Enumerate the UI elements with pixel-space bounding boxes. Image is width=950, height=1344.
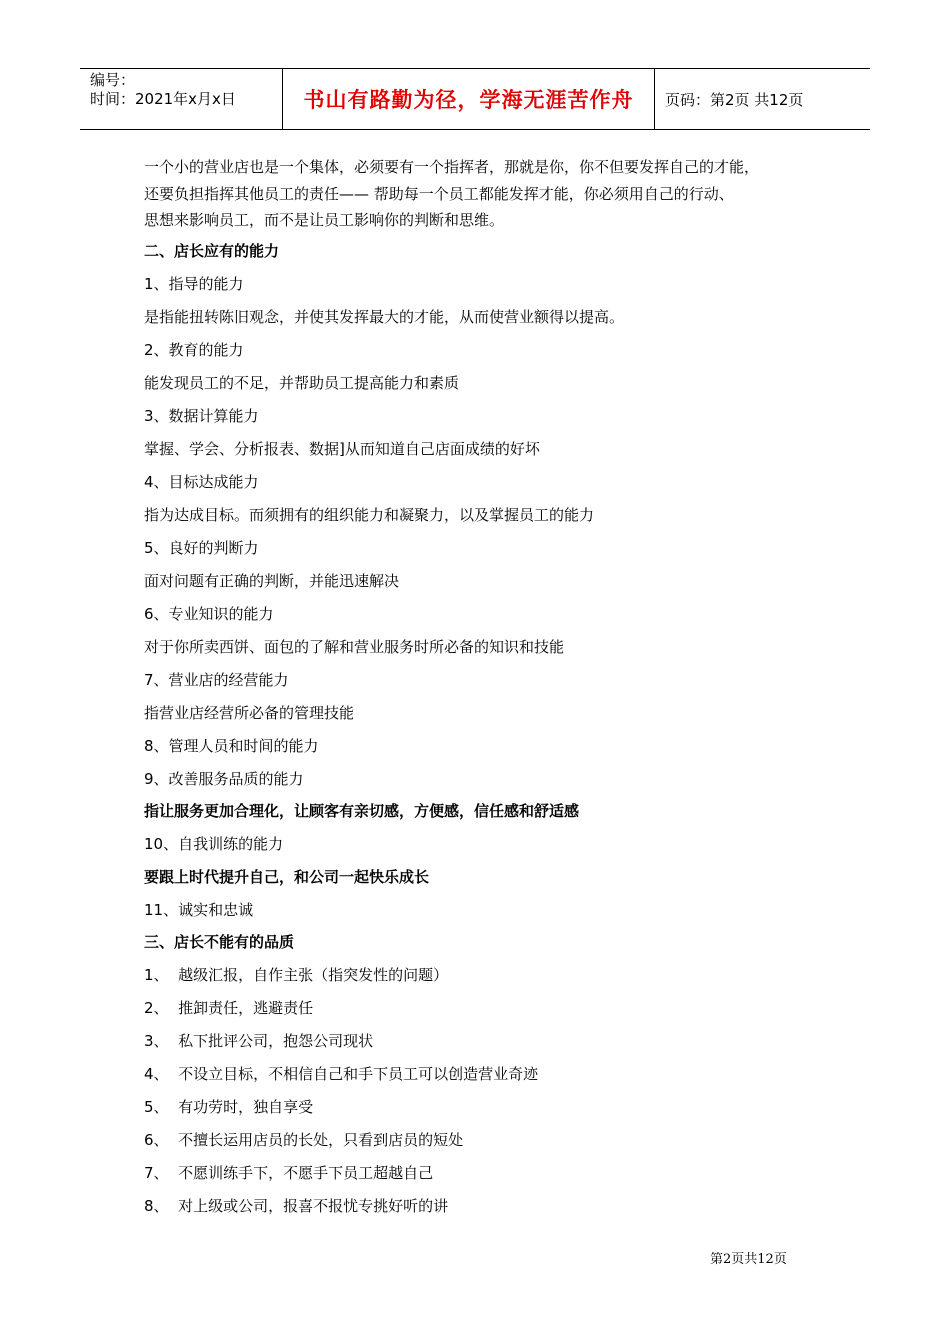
intro-line: 思想来影响员工，而不是让员工影响你的判断和思维。 bbox=[144, 211, 505, 229]
ability-line: 8、管理人员和时间的能力 bbox=[144, 737, 319, 755]
bad-quality-line: 2、 推卸责任，逃避责任 bbox=[144, 999, 314, 1017]
ability-line: 11、诚实和忠诚 bbox=[144, 901, 254, 919]
ability-line: 7、营业店的经营能力 bbox=[144, 671, 289, 689]
header-left-cell bbox=[80, 69, 282, 129]
ability-line: 要跟上时代提升自己，和公司一起快乐成长 bbox=[144, 868, 430, 886]
bad-quality-line: 4、 不设立目标，不相信自己和手下员工可以创造营业奇迹 bbox=[144, 1065, 539, 1083]
page-header bbox=[80, 68, 870, 130]
ability-line: 10、自我训练的能力 bbox=[144, 835, 284, 853]
ability-line: 指为达成目标。而须拥有的组织能力和凝聚力，以及掌握员工的能力 bbox=[144, 506, 595, 524]
ability-line: 6、专业知识的能力 bbox=[144, 605, 274, 623]
bad-quality-line: 7、 不愿训练手下，不愿手下员工超越自己 bbox=[144, 1164, 434, 1182]
ability-line: 是指能扭转陈旧观念，并使其发挥最大的才能，从而使营业额得以提高。 bbox=[144, 308, 625, 326]
bad-quality-line: 1、 越级汇报，自作主张（指突发性的问题） bbox=[144, 966, 449, 984]
ability-line: 指营业店经营所必备的管理技能 bbox=[144, 704, 355, 722]
section-heading: 三、店长不能有的品质 bbox=[144, 933, 295, 951]
bad-quality-line: 6、 不擅长运用店员的长处，只看到店员的短处 bbox=[144, 1131, 464, 1149]
ability-line: 掌握、学会、分析报表、数据]从而知道自己店面成绩的好坏 bbox=[144, 440, 540, 458]
bad-quality-line: 8、 对上级或公司，报喜不报忧专挑好听的讲 bbox=[144, 1197, 449, 1215]
number-label: 编号： bbox=[90, 71, 136, 89]
motto: 书山有路勤为径，学海无涯苦作舟 bbox=[282, 69, 655, 129]
section-heading: 二、店长应有的能力 bbox=[144, 242, 280, 260]
intro-line: 还要负担指挥其他员工的责任—— 帮助每一个员工都能发挥才能，你必须用自己的行动、 bbox=[144, 185, 734, 203]
ability-line: 能发现员工的不足，并帮助员工提高能力和素质 bbox=[144, 374, 460, 392]
header-page-label: 页码：第2页 共12页 bbox=[665, 90, 804, 109]
ability-line: 指让服务更加合理化，让顾客有亲切感，方便感，信任感和舒适感 bbox=[144, 802, 580, 820]
ability-line: 4、目标达成能力 bbox=[144, 473, 259, 491]
ability-line: 面对问题有正确的判断，并能迅速解决 bbox=[144, 572, 400, 590]
ability-line: 9、改善服务品质的能力 bbox=[144, 770, 304, 788]
date-label: 时间：2021年x月x日 bbox=[90, 90, 236, 108]
ability-line: 3、数据计算能力 bbox=[144, 407, 259, 425]
ability-line: 1、指导的能力 bbox=[144, 275, 244, 293]
bad-quality-line: 3、 私下批评公司，抱怨公司现状 bbox=[144, 1032, 374, 1050]
page-footer: 第2页共12页 bbox=[710, 1252, 787, 1267]
intro-line: 一个小的营业店也是一个集体，必须要有一个指挥者，那就是你，你不但要发挥自己的才能， bbox=[144, 158, 760, 176]
ability-line: 2、教育的能力 bbox=[144, 341, 244, 359]
ability-line: 5、良好的判断力 bbox=[144, 539, 259, 557]
bad-quality-line: 5、 有功劳时，独自享受 bbox=[144, 1098, 314, 1116]
ability-line: 对于你所卖西饼、面包的了解和营业服务时所必备的知识和技能 bbox=[144, 638, 565, 656]
